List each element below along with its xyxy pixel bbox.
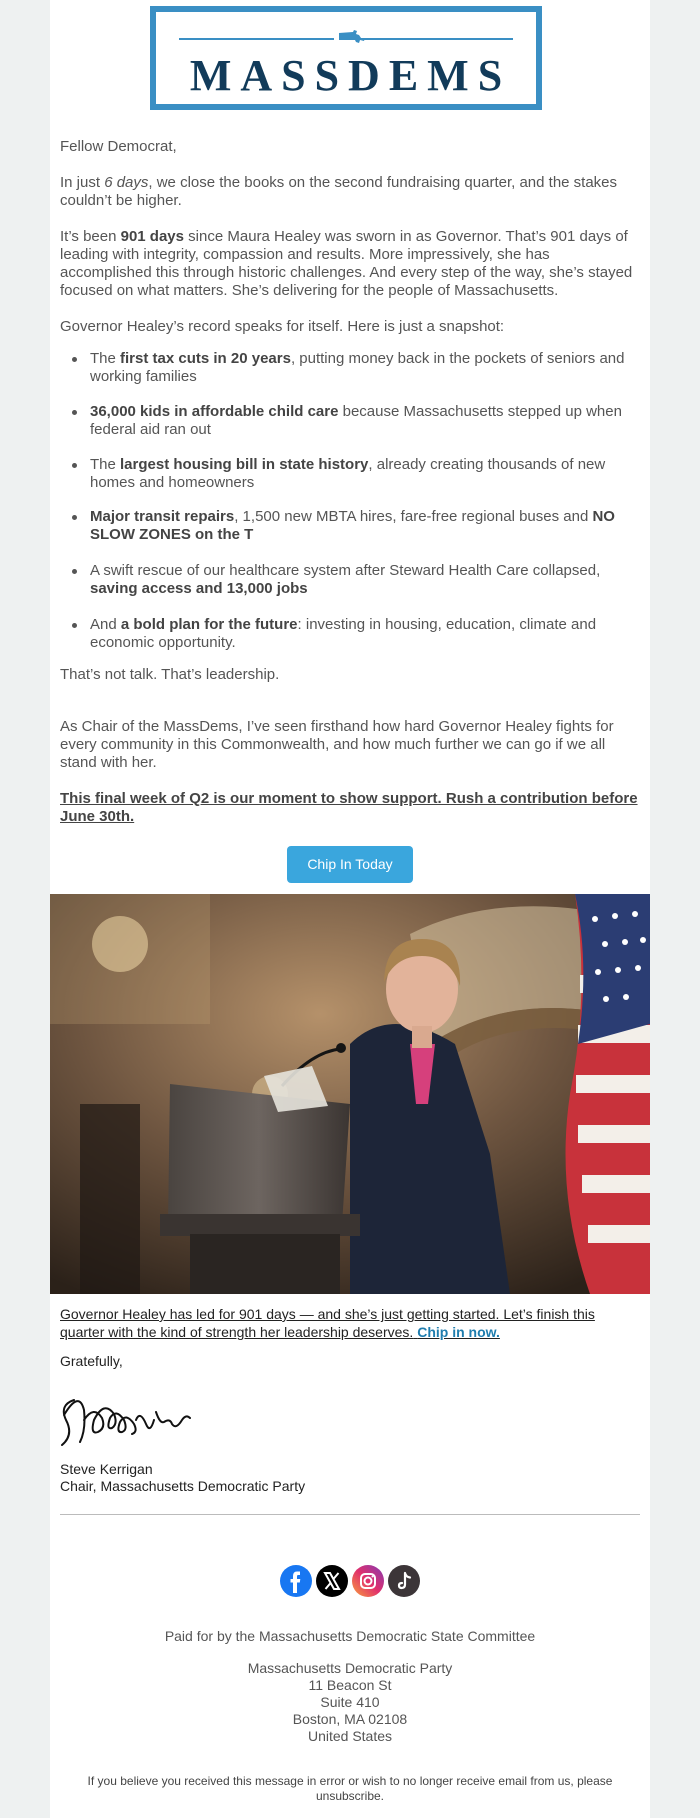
photo-illustration [50,894,650,1294]
days-left-emphasis: 6 days [104,174,149,191]
paragraph-record: Governor Healey’s record speaks for itself. Here is just a snapshot: [60,318,505,335]
unsubscribe-notice[interactable]: If you believe you received this message in error or wish to no longer receive email from us, please unsubscribe. [87,1774,613,1803]
tiktok-icon[interactable] [388,1565,420,1597]
address-line: Suite 410 [320,1694,380,1710]
address-line: United States [307,1728,393,1744]
address-line: 11 Beacon St [308,1677,392,1693]
paragraph-901-rest: since Maura Healey was sworn in as Governor. That’s 901 days of leading with integrity, compassion and results. More impressively, she has accomplished this through historic challenges. And every step of the way, she’s stayed focused on what matters. She’s delivering for the people of Massachusetts. [60,228,633,299]
paragraph-901-text: It’s been [60,228,121,245]
signer-name: Steve Kerrigan [60,1461,153,1477]
paragraph-countdown-text: In just [60,174,105,191]
logo-rule-left [179,38,334,40]
mailing-address [50,1660,650,1745]
list-item: The largest housing bill in state history, already creating thousands of new homes and homeowners [86,456,650,492]
paragraph-901-days [60,228,640,300]
days-in-office-bold: 901 days [120,228,184,245]
chip-in-now-link[interactable]: Chip in now. [417,1324,500,1340]
massdems-logo[interactable] [150,6,542,110]
list-item: The first tax cuts in 20 years, putting money back in the pockets of seniors and working families [86,350,650,386]
facebook-icon[interactable] [280,1565,312,1597]
address-line: Massachusetts Democratic Party [247,1660,453,1676]
paid-for-disclaimer: Paid for by the Massachusetts Democratic State Committee [164,1628,536,1644]
email-body [50,0,650,1818]
logo-rule-right [358,38,513,40]
caption-text: Governor Healey has led for 901 days — and she’s just getting started. Let’s finish this quarter with the kind of strength her leadership deserves. [60,1306,595,1340]
instagram-icon[interactable] [352,1565,384,1597]
footer-divider [60,1514,640,1515]
donation-appeal-link[interactable]: This final week of Q2 is our moment to show support. Rush a contribution before June 30th. [60,790,638,825]
logo-wordmark: MASSDEMS [189,51,512,100]
signer-title: Chair, Massachusetts Democratic Party [60,1478,306,1494]
closing: Gratefully, [60,1353,123,1369]
chip-in-today-button[interactable]: Chip In Today [287,846,413,883]
greeting: Fellow Democrat, [60,138,177,155]
list-item: 36,000 kids in affordable child care because Massachusetts stepped up when federal aid ran out [86,403,650,439]
list-item: And a bold plan for the future: investing in housing, education, climate and economic opportunity. [86,616,650,652]
paragraph-countdown [60,174,640,210]
paragraph-leadership: That’s not talk. That’s leadership. [60,666,280,683]
governor-healey-photo[interactable] [50,894,650,1294]
address-line: Boston, MA 02108 [292,1711,408,1727]
list-item: Major transit repairs, 1,500 new MBTA hires, fare-free regional buses and NO SLOW ZONES on the T [86,508,650,544]
paragraph-countdown-rest: , we close the books on the second fundraising quarter, and the stakes couldn’t be higher. [60,174,618,209]
massachusetts-state-icon [338,29,366,45]
paragraph-chair: As Chair of the MassDems, I’ve seen firsthand how hard Governor Healey fights for every community in this Commonwealth, and how much further we can go if we all stand with her. [60,718,614,771]
photo-caption [60,1305,640,1341]
x-icon[interactable] [316,1565,348,1597]
signature-image [54,1380,204,1452]
list-item: A swift rescue of our healthcare system after Steward Health Care collapsed, saving access and 13,000 jobs [86,562,650,598]
